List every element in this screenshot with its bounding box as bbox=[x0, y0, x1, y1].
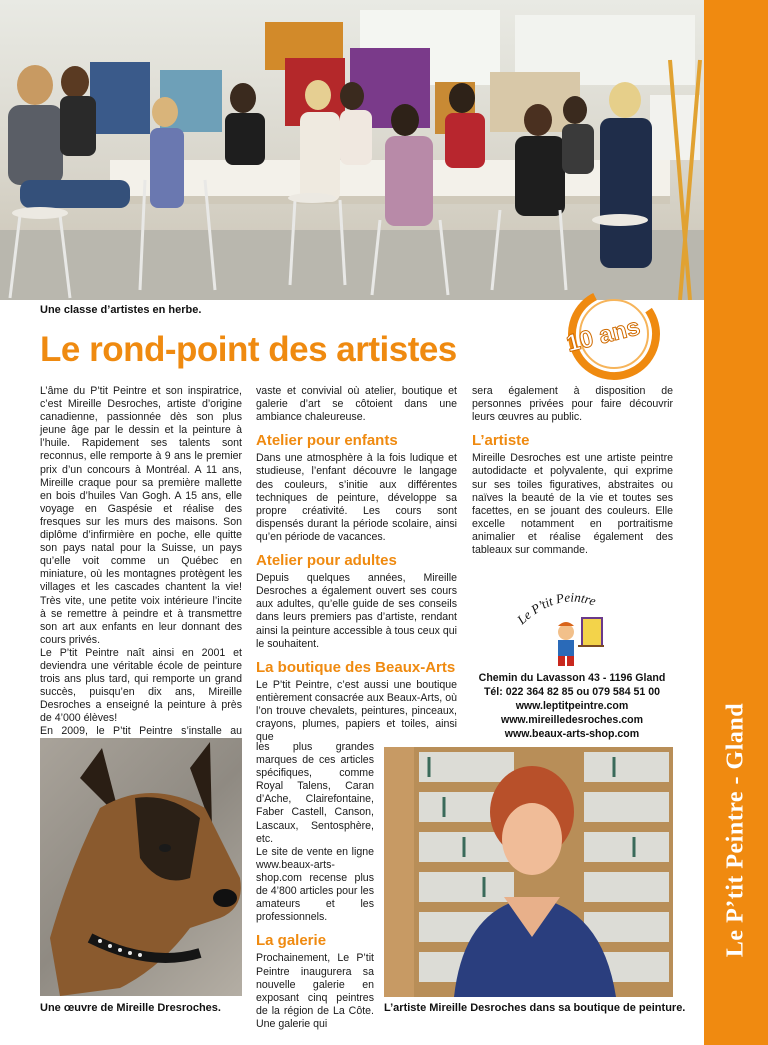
paragraph: Depuis quelques années, Mireille Desroches a également ouvert ses cours aux adultes, qu’elle guide de ses conseils dans leurs premiers pas d’artiste, rendant ainsi la peinture accessible à tous ceux qui le souhaitent. bbox=[256, 572, 457, 650]
contact-phone: Tél: 022 364 82 85 ou 079 584 51 00 bbox=[483, 686, 661, 698]
section-heading: La boutique des Beaux-Arts bbox=[256, 658, 456, 676]
paragraph: sera également à disposition de personnes privées pour faire découvrir leurs œuvres au public. bbox=[472, 385, 673, 424]
paragraph: Le P’tit Peintre naît ainsi en 2001 et deviendra une véritable école de peinture trois ans plus tard, qui remporte un grand succès, puisqu’en dix ans, Mireille Desroches a enseigné la peinture à près de 4’000 élèves! bbox=[40, 646, 242, 725]
column-2 bbox=[256, 385, 457, 744]
column-1 bbox=[40, 385, 242, 765]
paragraph: Dans une atmosphère à la fois ludique et studieuse, l’enfant découvre le langage des couleurs, s’initie aux différentes techniques de peinture, développe sa propre créativité. Les cours sont dispensés durant la période scolaire, ainsi qu’en période de vacances. bbox=[256, 452, 457, 543]
sidebar-label: Le P’tit Peintre - Gland bbox=[722, 702, 749, 958]
contact-address: Chemin du Lavasson 43 - 1196 Gland bbox=[478, 672, 666, 684]
paragraph: Prochainement, Le P’tit Peintre inaugurera sa nouvelle galerie en exposant cinq peintres de la région de La Côte. Une galerie qui bbox=[256, 952, 374, 1030]
section-heading: Atelier pour enfants bbox=[256, 432, 398, 450]
dog-painting-caption: Une œuvre de Mireille Dresroches. bbox=[40, 1002, 221, 1014]
class-photo-illustration bbox=[0, 0, 704, 300]
logo-text: Le P’tit Peintre bbox=[514, 589, 598, 628]
shop-photo-caption: L’artiste Mireille Desroches dans sa boutique de peinture. bbox=[384, 1002, 686, 1014]
paragraph: Mireille Desroches est une artiste peintre autodidacte et polyvalente, qui exprime sur ses toiles figuratives, abstraites ou naïves la beauté de la vie et toutes ses facettes, en se jouant des couleurs. Elle excelle notamment en portraitisme animalier et réalise également des tableaux sur commande. bbox=[472, 452, 673, 557]
ptit-peintre-logo-icon bbox=[512, 580, 622, 670]
paragraph: L’âme du P’tit Peintre et son inspiratrice, c’est Mireille Desroches, artiste d’origine canadienne, passionnée dès son plus jeune âge par le dessin et la peinture à l’huile. Rapidement ses talents sont reconnus, elle remporte à 9 ans le premier prix d’un concours à Montréal. A 11 ans, Mireille craque pour sa première mallette en bois d’huiles Van Gogh. A 15 ans, elle voyage en Gaspésie et réalise des fresques sur les murs des maisons. Son diplôme d’infirmière en poche, elle quitte son pays natal pour la Suisse, un pays qu’elle voit comme un Québec en miniature, où les montagnes protègent les villages et les cascades chantent la vie! Très vite, une petite voix intérieure l’incite à se remettre à peindre et à transmettre son art aux enfants en leur donnant des cours privés. bbox=[40, 385, 242, 646]
contact-link-beaux-arts-shop[interactable]: www.beaux-arts-shop.com bbox=[504, 728, 640, 740]
class-photo-caption: Une classe d’artistes en herbe. bbox=[40, 304, 202, 316]
anniversary-badge-text: 10 ans bbox=[563, 313, 643, 358]
paragraph: Le site de vente en ligne www.beaux-arts-shop.com recense plus de 4’800 articles pour les amateurs et les professionnels. bbox=[256, 845, 374, 924]
class-photo bbox=[0, 0, 704, 300]
dog-painting-illustration bbox=[40, 738, 242, 996]
dog-painting bbox=[40, 738, 242, 996]
column-3 bbox=[472, 385, 673, 557]
section-heading: L’artiste bbox=[472, 432, 530, 450]
paragraph: les plus grandes marques de ces articles spécifiques, comme Royal Talens, Caran d’Ache, Clairefontaine, Faber Castell, Canson, Lascaux, Sentosphère, etc. bbox=[256, 741, 374, 845]
paragraph: vaste et convivial où atelier, boutique et galerie d’art se côtoient dans une ambiance chaleureuse. bbox=[256, 385, 457, 424]
contact-link-mireilledesroches[interactable]: www.mireilledesroches.com bbox=[500, 714, 644, 726]
shop-photo bbox=[384, 747, 673, 997]
section-heading: La galerie bbox=[256, 932, 327, 950]
section-heading: Atelier pour adultes bbox=[256, 552, 397, 570]
article-title: Le rond-point des artistes bbox=[40, 330, 457, 369]
shop-photo-illustration bbox=[384, 747, 673, 997]
column-2-continued bbox=[256, 741, 374, 1031]
contact-link-leptitpeintre[interactable]: www.leptitpeintre.com bbox=[515, 700, 629, 712]
paragraph: En 2009, le P’tit Peintre s’installe au bbox=[40, 725, 242, 738]
paragraph: Le P’tit Peintre, c’est aussi une boutique entièrement consacrée aux Beaux-Arts, où l’on trouve chevalets, peintures, pinceaux, crayons, plumes, papiers et toiles, ainsi que bbox=[256, 678, 457, 744]
contact-block bbox=[472, 671, 672, 741]
